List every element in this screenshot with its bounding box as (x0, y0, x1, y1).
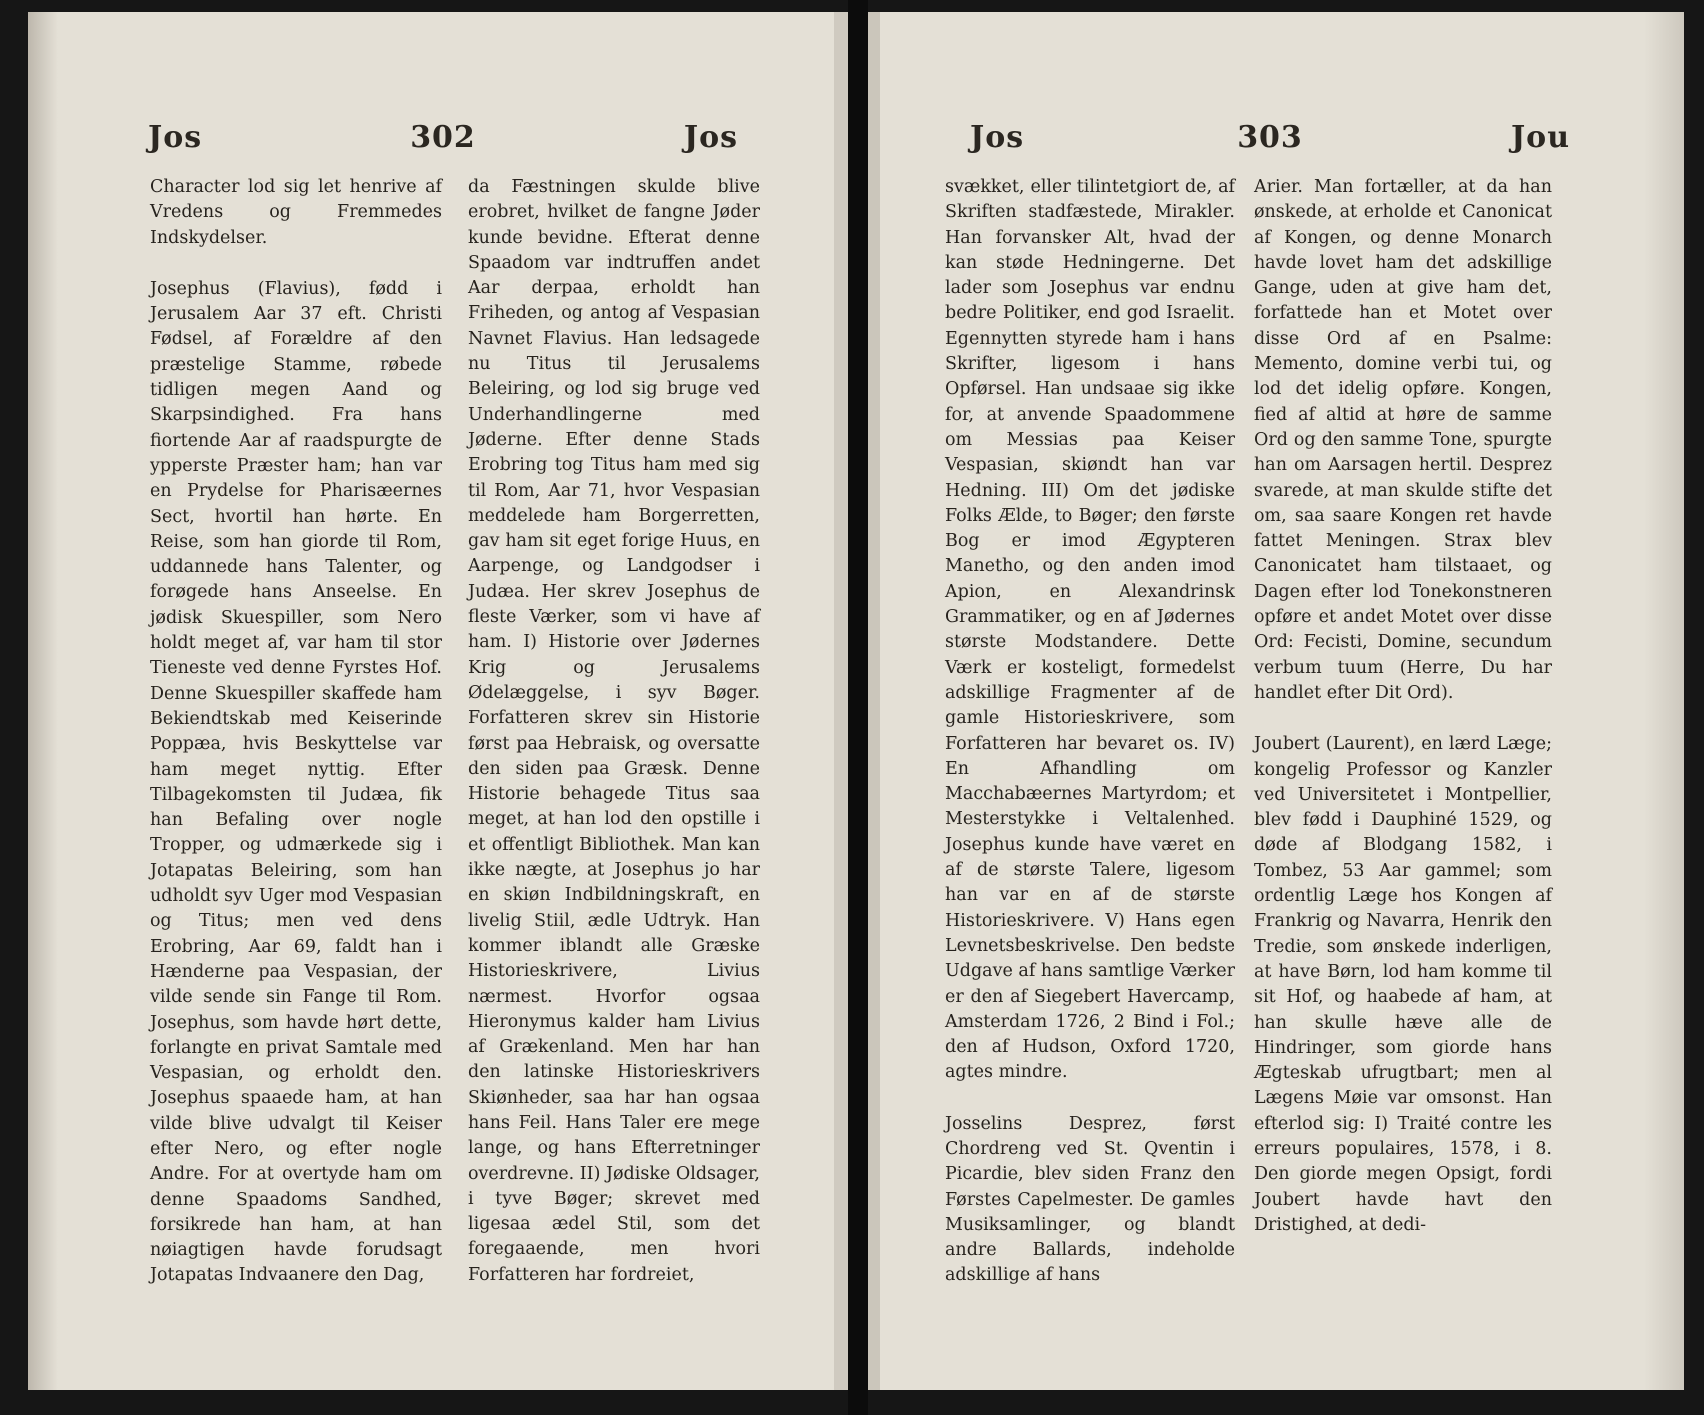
book-gutter (848, 0, 868, 1415)
right-running-head: Jos (970, 120, 1025, 155)
right-page-number: 303 (1237, 120, 1303, 155)
left-page-column-1 (150, 175, 442, 1289)
entry-josselins-desprez: Josselins Desprez, først Chordreng ved St. Qventin i Picardie, blev siden Franz den Førstes Capelmester. De gamles Musiksamlinger, og blandt andre Ballards, indeholde adskillige af hans (945, 1113, 1235, 1286)
right-page-header (970, 120, 1570, 170)
left-page-column-2 (468, 175, 760, 1288)
right-page (868, 12, 1684, 1390)
right-page-column-1 (945, 175, 1235, 1289)
left-page (28, 12, 848, 1390)
left-page-header (148, 120, 738, 170)
left-running-head-right: Jos (683, 120, 738, 155)
text-paragraph: svækket, eller tilintetgiort de, af Skriften stadfæstede, Mirakler. Han forvansker Alt, hvad der kan støde Hedningerne. Det lader som Josephus var endnu bedre Politiker, end god Israelit. Egennytten styrede ham i hans Skrifter, ligesom i hans Opførsel. Han undsaae sig ikke for, at anvende Spaadommene om Messias paa Keiser Vespasian, skiøndt han var Hedning. III) Om det jødiske Folks Ælde, to Bøger; den første Bog er imod Ægypteren Manetho, og den anden imod Apion, en Alexandrinsk Grammatiker, og en af Jødernes største Modstandere. Dette Værk er kosteligt, formedelst adskillige Fragmenter af de gamle Historieskrivere, som Forfatteren har bevaret os. IV) En Afhandling om Macchabæernes Martyrdom; et Mesterstykke i Veltalenhed. Josephus kunde have været en af de største Talere, ligesom han var en af de største Historieskrivere. V) Hans egen Levnetsbeskrivelse. Den bedste Udgave af hans samtlige Værker er den af Siegebert Havercamp, Amsterdam 1726, 2 Bind i Fol.; den af Hudson, Oxford 1720, agtes mindre. (945, 177, 1235, 1083)
text-paragraph: da Fæstningen skulde blive erobret, hvilket de fangne Jøder kunde bevidne. Efterat denne Spaadom var indtruffen andet Aar derpaa, erholdt han Friheden, og antog af Vespasian Navnet Flavius. Han ledsagede nu Titus til Jerusalems Beleiring, og lod sig bruge ved Underhandlingerne med Jøderne. Efter denne Stads Erobring tog Titus ham med sig til Rom, Aar 71, hvor Vespasian meddelede ham Borgerretten, gav ham sit eget forige Huus, en Aarpenge, og Landgodser i Judæa. Her skrev Josephus de fleste Værker, som vi have af ham. I) Historie over Jødernes Krig og Jerusalems Ødelæggelse, i syv Bøger. Forfatteren skrev sin Historie først paa Hebraisk, og oversatte den siden paa Græsk. Denne Historie behagede Titus saa meget, at han lod den opstille i et offentligt Bibliothek. Man kan ikke nægte, at Josephus jo har en skiøn Indbildningskraft, en livelig Stiil, ædle Udtryk. Han kommer iblandt alle Græske Historieskrivere, Livius nærmest. Hvorfor ogsaa Hieronymus kalder ham Livius af Grækenland. Men har han den latinske Historieskrivers Skiønheder, saa har han ogsaa hans Feil. Hans Taler ere mege lange, og hans Efterretninger overdrevne. II) Jødiske Oldsager, i tyve Bøger; skrevet med ligesaa ædel Stil, som det foregaaende, men hvori Forfatteren har fordreiet, (468, 177, 760, 1285)
right-running-head-right: Jou (1510, 120, 1570, 155)
entry-joubert: Joubert (Laurent), en lærd Læge; kongelig Professor og Kanzler ved Universitetet i Montpellier, blev fødd i Dauphiné 1529, og døde af Blodgang 1582, i Tombez, 53 Aar gammel; som ordentlig Læge hos Kongen af Frankrig og Navarra, Henrik den Tredie, som ønskede inderligen, at have Børn, lod ham komme til sit Hof, og haabede af ham, at han skulle hæve alle de Hindringer, som giorde hans Ægteskab ufrugtbart; men al Lægens Møie var omsonst. Han efterlod sig: I) Traité contre les erreurs populaires, 1578, i 8. Den giorde megen Opsigt, fordi Joubert havde havt den Dristighed, at dedi- (1254, 734, 1552, 1235)
left-running-head: Jos (148, 120, 203, 155)
page-edge-shadow (28, 12, 58, 1390)
left-page-number: 302 (410, 120, 476, 155)
text-paragraph: Character lod sig let henrive af Vredens og Fremmedes Indskydelser. (150, 177, 442, 248)
page-edge-shadow (1644, 12, 1684, 1390)
entry-josephus: Josephus (Flavius), fødd i Jerusalem Aar 37 eft. Christi Fødsel, af Forældre af den præstelige Stamme, røbede tidligen megen Aand og Skarpsindighed. Fra hans fiortende Aar af raadspurgte de ypperste Præster ham; han var en Prydelse for Pharisæernes Sect, hvortil han hørte. En Reise, som han giorde til Rom, uddannede hans Talenter, og forøgede hans Anseelse. En jødisk Skuespiller, som Nero holdt meget af, var ham til stor Tieneste ved denne Fyrstes Hof. Denne Skuespiller skaffede ham Bekiendtskab med Keiserinde Poppæa, hvis Beskyttelse var ham meget nyttig. Efter Tilbagekomsten til Judæa, fik han Befaling over nogle Tropper, og udmærkede sig i Jotapatas Beleiring, som han udholdt syv Uger mod Vespasian og Titus; men ved dens Erobring, Aar 69, faldt han i Hænderne paa Vespasian, der vilde sende sin Fange til Rom. Josephus, som havde hørt dette, forlangte en privat Samtale med Vespasian, og erholdt den. Josephus spaaede ham, at han vilde blive udvalgt til Keiser efter Nero, og efter nogle Andre. For at overtyde ham om denne Spaadoms Sandhed, forsikrede han ham, at han nøiagtigen havde forudsagt Jotapatas Indvaanere den Dag, (150, 278, 442, 1286)
right-page-column-2 (1254, 175, 1552, 1238)
text-paragraph: Arier. Man fortæller, at da han ønskede, at erholde et Canonicat af Kongen, og denne Monarch havde lovet ham det adskillige Gange, uden at give ham det, forfattede han et Motet over disse Ord af en Psalme: Memento, domine verbi tui, og lod det idelig opføre. Kongen, fied af altid at høre de samme Ord og den samme Tone, spurgte han om Aarsagen hertil. Desprez svarede, at man skulde stifte det om, saa saare Kongen ret havde fattet Meningen. Strax blev Canonicatet ham tilstaaet, og Dagen efter lod Tonekonstneren opføre et andet Motet over disse Ord: Fecisti, Domine, secundum verbum tuum (Herre, Du har handlet efter Dit Ord). (1254, 177, 1552, 703)
